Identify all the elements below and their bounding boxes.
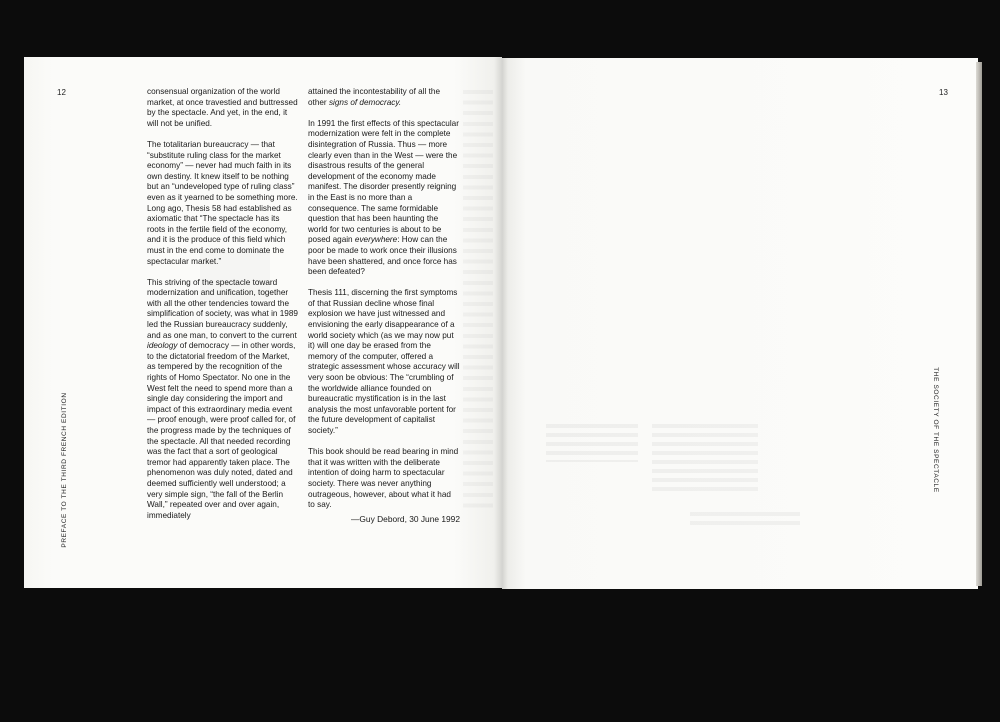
paragraph-text: of democracy — in other words, to the dictatorial freedom of the Market, as tempered by the recognition of the rights of Homo Spectator. No one in the West felt the need to spend more than a single day considering the import and impact of this extraordinary media event — proof enough, were proof called for, of the progress made by the techniques of the spectacle. All that needed recording was the fact that a sort of geological tremor had apparently taken place. The phenomenon was duly noted, dated and deemed sufficiently well understood; a very simple sign, “the fall of the Berlin Wall,” repeated over and over again, immediately (147, 341, 296, 520)
running-head-left: PREFACE TO THE THIRD FRENCH EDITION (61, 392, 68, 548)
bleed-through-texture (652, 424, 758, 496)
bleed-through-texture (463, 90, 493, 510)
bleed-through-texture (690, 512, 800, 530)
paragraph (308, 119, 460, 278)
page-number-left: 12 (57, 88, 66, 97)
bleed-through-texture (546, 424, 638, 462)
paragraph: consensual organization of the world market, at once travestied and buttressed by the spectacle. And yet, in the end, it will not be unified. (147, 87, 298, 128)
signature: —Guy Debord, 30 June 1992 (351, 514, 460, 524)
italic-text: everywhere (354, 235, 398, 245)
paragraph: This book should be read bearing in mind that it was written with the deliberate intention of doing harm to spectacular society. There was never anything outrageous, however, about what it had to say. (308, 447, 459, 510)
gutter-shadow (494, 57, 508, 589)
page-number-right: 13 (939, 88, 948, 97)
paragraph-text: : How can the poor be made to work once their illusions have been shattered, and once force has been defeated? (308, 235, 457, 277)
paragraph: The totalitarian bureaucracy — that “substitute ruling class for the market economy” — never had much faith in its own destiny. It knew itself to be nothing but an “undeveloped type of ruling class” even as it yearned to be something more. Long ago, Thesis 58 had established as axiomatic that “The spectacle has its roots in the fertile field of the economy, and it is the produce of this field which must in the end come to dominate the spectacular market.” (147, 139, 298, 266)
paragraph (147, 278, 299, 522)
running-head-right: THE SOCIETY OF THE SPECTACLE (932, 367, 939, 493)
page-edge (976, 62, 982, 586)
text-column-1 (147, 87, 299, 532)
text-column-2 (308, 87, 460, 521)
paragraph (308, 87, 460, 108)
paragraph: Thesis 111, discerning the first symptoms of that Russian decline whose final explosion we have just witnessed and envisioning the early disappearance of a world society which (as we may now put it) will one day be erased from the memory of the computer, offered a strategic assessment whose accuracy will very soon be obvious: The “crumbling of the worldwide alliance founded on bureaucratic mystification is in the last analysis the most unfavorable portent for the future development of capitalist society.” (308, 288, 460, 435)
paragraph-text: attained the incontestability of all the other (308, 87, 440, 107)
paragraph-text: In 1991 the first effects of this spectacular modernization were felt in the complete disintegration of Russia. Thus — more clearly even than in the West — were the disastrous results of the general development of the economy made manifest. The disorder presently reigning in the East is no more than a consequence. The same formidable question that has been haunting the world for two centuries is about to be posed again (308, 118, 459, 245)
right-page (502, 58, 978, 589)
italic-text: ideology (147, 341, 178, 351)
paragraph-text: This striving of the spectacle toward modernization and unification, together with all the other tendencies toward the simplification of society, was what in 1989 led the Russian bureaucracy suddenly, and as one man, to convert to the current (147, 277, 298, 340)
italic-text: signs of democracy. (328, 97, 402, 107)
